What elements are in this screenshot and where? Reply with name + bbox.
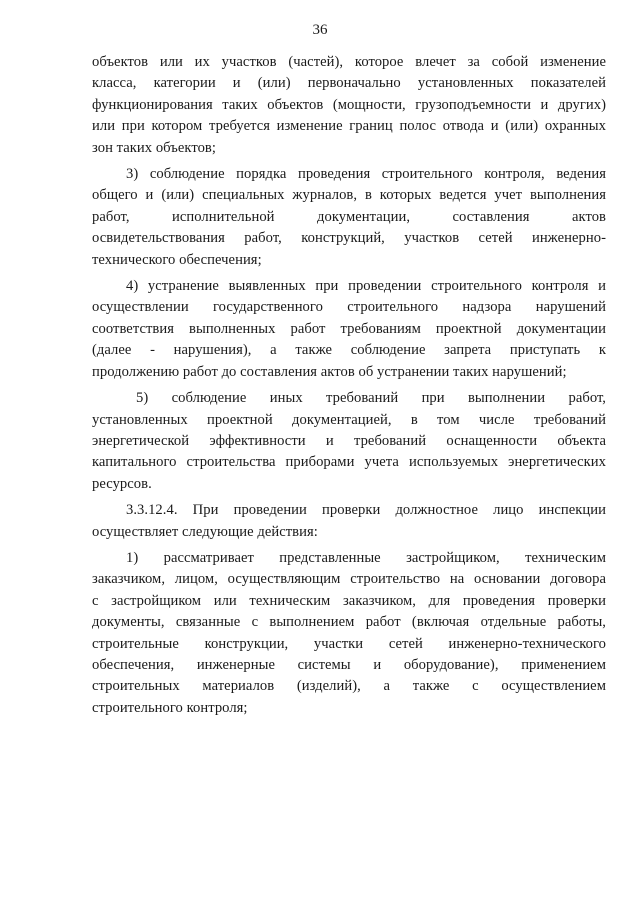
text-line: общего и (или) специальных журналов, в которых ведется учет выполнения	[92, 187, 606, 204]
text-line: 3.3.12.4. При проведении проверки должностное лицо инспекции	[126, 502, 606, 519]
text-line: ресурсов.	[92, 475, 152, 492]
text-line: с застройщиком или техническим заказчиком, для проведения проверки	[92, 592, 606, 609]
text-line: строительные конструкции, участки сетей инженерно-технического	[92, 635, 606, 652]
text-line: осуществляет следующие действия:	[92, 523, 318, 540]
text-line: осуществлении государственного строительного надзора нарушений	[92, 299, 606, 316]
page-number: 36	[312, 22, 328, 38]
text-line: технического обеспечения;	[92, 251, 262, 268]
paragraph-item-3	[92, 164, 606, 271]
text-line: строительных материалов (изделий), а также с осуществлением	[92, 678, 606, 695]
text-line: 1) рассматривает представленные застройщиком, техническим	[126, 549, 606, 566]
paragraph-continuation	[92, 52, 606, 159]
text-line: объектов или их участков (частей), которое влечет за собой изменение	[92, 54, 606, 70]
text-line: функционирования таких объектов (мощности, грузоподъемности и других)	[92, 96, 606, 113]
paragraph-item-5	[92, 388, 606, 495]
text-line: освидетельствования работ, конструкций, участков сетей инженерно-	[92, 230, 606, 247]
text-line: продолжению работ до составления актов об устранении таких нарушений;	[92, 363, 567, 380]
text-line: энергетической эффективности и требований оснащенности объекта	[92, 432, 606, 449]
text-line: класса, категории и (или) первоначально установленных показателей	[92, 75, 606, 92]
text-line: заказчиком, лицом, осуществляющим строительство на основании договора	[92, 571, 606, 588]
paragraph-section-3-3-12-4	[92, 500, 606, 543]
document-body	[92, 52, 606, 724]
text-line: (далее - нарушения), а также соблюдение запрета приступать к	[92, 342, 606, 359]
text-line: соответствия выполненных работ требованиям проектной документации	[92, 320, 606, 337]
text-line: документы, связанные с выполнением работ (включая отдельные работы,	[92, 614, 606, 631]
text-line: 4) устранение выявленных при проведении строительного контроля и	[126, 278, 606, 295]
text-line: или при котором требуется изменение границ полос отвода и (или) охранных	[92, 118, 606, 135]
text-line: обеспечения, инженерные системы и оборудование), применением	[92, 656, 606, 673]
paragraph-item-1	[92, 548, 606, 719]
paragraph-item-4	[92, 276, 606, 383]
text-line: установленных проектной документацией, в том числе требований	[92, 411, 606, 428]
text-line: капитального строительства приборами учета используемых энергетических	[92, 454, 606, 471]
text-line: 5) соблюдение иных требований при выполнении работ,	[136, 390, 606, 407]
text-line: работ, исполнительной документации, составления актов	[92, 208, 606, 225]
text-line: зон таких объектов;	[92, 139, 216, 156]
text-line: 3) соблюдение порядка проведения строительного контроля, ведения	[126, 166, 606, 183]
text-line: строительного контроля;	[92, 699, 248, 716]
